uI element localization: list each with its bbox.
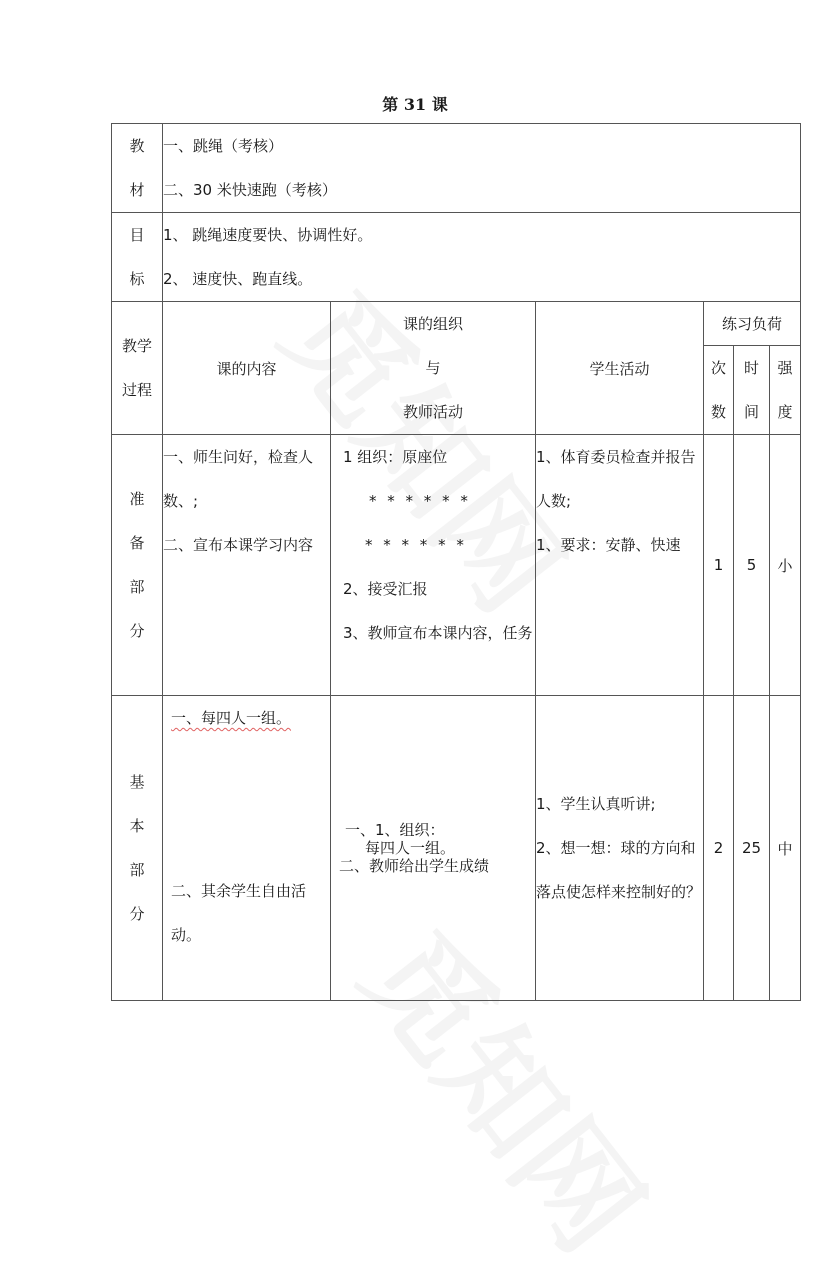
prep-label: 准 备 部 分 [112,435,163,696]
goals-content [163,213,801,302]
prep-count: 1 [704,435,734,696]
prep-student-item: 1、要求：安静、快速 [536,536,681,554]
organization-header: 课的组织 与 教师活动 [331,302,536,435]
material-item: 一、跳绳（考核） [163,137,284,155]
prep-organization [331,435,536,696]
prep-org-item: 1 组织：原座位 [343,448,448,466]
prep-content-item: 二、宣布本课学习内容 [163,536,314,554]
prep-row [112,435,801,696]
basic-org-item: 二、教师给出学生成绩 [339,857,490,875]
prep-org-item: 3、教师宣布本课内容，任务 [343,624,533,642]
spacer [171,740,322,869]
load-header: 练习负荷 [704,302,801,346]
count-header: 次 数 [704,346,734,435]
prep-student-activity [536,435,704,696]
prep-time: 5 [734,435,770,696]
formation-row: * * * * * * [369,492,471,510]
prep-content [163,435,331,696]
student-header: 学生活动 [536,302,704,435]
content-header: 课的内容 [163,302,331,435]
basic-time: 25 [734,696,770,1001]
page-title: 第 31 课 [382,95,448,114]
materials-content [163,124,801,213]
basic-student-item: 1、学生认真听讲; [536,795,656,813]
basic-org-item: 一、1、组织： [345,821,445,839]
basic-organization [331,696,536,1001]
goals-row [112,213,801,302]
prep-content-item: 一、师生问好，检查人数、; [163,448,314,510]
prep-student-item: 1、体育委员检查并报告人数; [536,448,696,510]
prep-intensity: 小 [770,435,801,696]
process-header: 教学 过程 [112,302,163,435]
basic-intensity: 中 [770,696,801,1001]
basic-content-item: 二、其余学生自由活动。 [171,882,307,944]
basic-student-item: 2、想一想：球的方向和落点使怎样来控制好的？ [536,839,702,901]
materials-label: 教 材 [112,124,163,213]
intensity-header: 强 度 [770,346,801,435]
prep-org-item: 2、接受汇报 [343,580,428,598]
basic-org-item: 每四人一组。 [365,839,456,857]
basic-content [163,696,331,1001]
formation-row: * * * * * * [365,536,467,554]
materials-row [112,124,801,213]
basic-row [112,696,801,1001]
material-item: 二、30 米快速跑（考核） [163,181,337,199]
goal-item: 1、 跳绳速度要快、协调性好。 [163,226,373,244]
basic-count: 2 [704,696,734,1001]
header-row-1 [112,302,801,346]
lesson-plan-table [111,123,801,1001]
basic-student-activity [536,696,704,1001]
basic-label: 基 本 部 分 [112,696,163,1001]
basic-content-item: 一、每四人一组。 [171,709,292,727]
time-header: 时 间 [734,346,770,435]
goals-label: 目 标 [112,213,163,302]
goal-item: 2、 速度快、跑直线。 [163,270,313,288]
